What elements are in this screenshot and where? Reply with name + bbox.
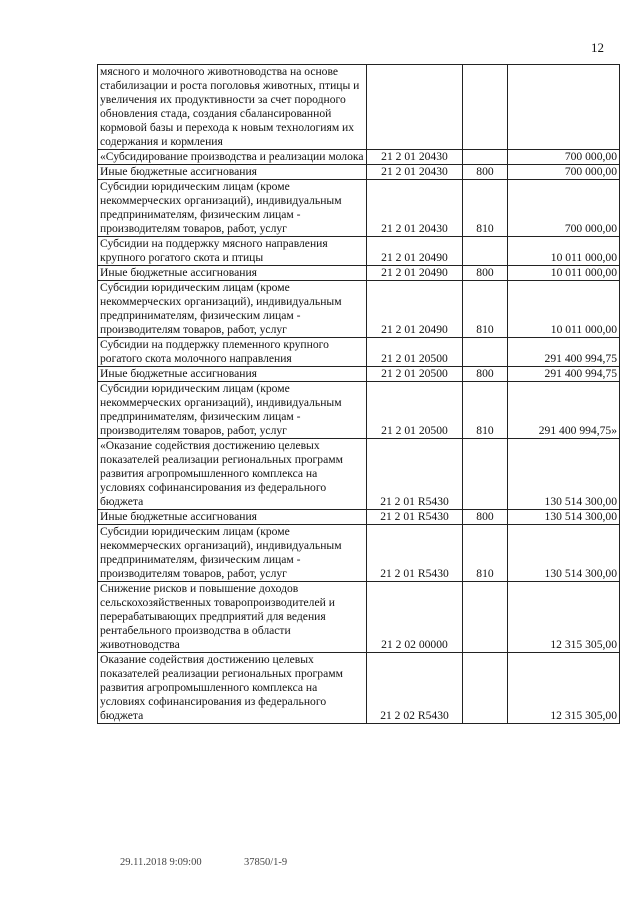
- row-expense-type-cell: [463, 65, 508, 150]
- row-target-code-cell: 21 2 01 R5430: [367, 510, 463, 525]
- row-name-cell: Субсидии на поддержку племенного крупного рогатого скота молочного направления: [98, 338, 367, 367]
- row-amount-cell: 130 514 300,00: [508, 439, 620, 510]
- budget-table-body: [98, 65, 620, 724]
- row-expense-type-cell: [463, 439, 508, 510]
- row-target-code-cell: 21 2 01 20490: [367, 281, 463, 338]
- row-target-code-cell: 21 2 01 20490: [367, 237, 463, 266]
- row-amount-cell: 130 514 300,00: [508, 510, 620, 525]
- table-row: [98, 237, 620, 266]
- row-name-cell: Субсидии юридическим лицам (кроме некоммерческих организаций), индивидуальным предпринимателям, физическим лицам - производителям товаров, работ, услуг: [98, 281, 367, 338]
- table-row: [98, 266, 620, 281]
- table-row: [98, 150, 620, 165]
- row-amount-cell: 10 011 000,00: [508, 266, 620, 281]
- table-row: [98, 180, 620, 237]
- budget-table: [97, 64, 620, 724]
- row-expense-type-cell: 810: [463, 281, 508, 338]
- row-expense-type-cell: [463, 582, 508, 653]
- row-target-code-cell: 21 2 01 R5430: [367, 439, 463, 510]
- row-target-code-cell: 21 2 02 00000: [367, 582, 463, 653]
- row-target-code-cell: 21 2 01 20500: [367, 367, 463, 382]
- row-expense-type-cell: 800: [463, 367, 508, 382]
- row-name-cell: Субсидии юридическим лицам (кроме некоммерческих организаций), индивидуальным предпринимателям, физическим лицам - производителям товаров, работ, услуг: [98, 525, 367, 582]
- row-expense-type-cell: 810: [463, 382, 508, 439]
- row-name-cell: мясного и молочного животноводства на основе стабилизации и роста поголовья животных, птицы и увеличения их продуктивности за счет породного обновления стада, создания сбалансированной кормовой базы и перехода к новым технологиям их содержания и кормления: [98, 65, 367, 150]
- row-expense-type-cell: 800: [463, 266, 508, 281]
- row-target-code-cell: 21 2 01 R5430: [367, 525, 463, 582]
- row-amount-cell: 10 011 000,00: [508, 281, 620, 338]
- row-name-cell: Оказание содействия достижению целевых показателей реализации региональных программ развития агропромышленного комплекса на условиях софинансирования из федерального бюджета: [98, 653, 367, 724]
- row-amount-cell: [508, 65, 620, 150]
- table-row: [98, 281, 620, 338]
- row-target-code-cell: [367, 65, 463, 150]
- footer-date: 29.11.2018 9:09:00: [120, 857, 202, 868]
- row-name-cell: Иные бюджетные ассигнования: [98, 510, 367, 525]
- page-number: 12: [591, 40, 604, 55]
- row-target-code-cell: 21 2 02 R5430: [367, 653, 463, 724]
- row-name-cell: Субсидии юридическим лицам (кроме некоммерческих организаций), индивидуальным предпринимателям, физическим лицам - производителям товаров, работ, услуг: [98, 180, 367, 237]
- table-row: [98, 653, 620, 724]
- row-amount-cell: 12 315 305,00: [508, 582, 620, 653]
- row-amount-cell: 700 000,00: [508, 180, 620, 237]
- row-amount-cell: 12 315 305,00: [508, 653, 620, 724]
- table-row: [98, 382, 620, 439]
- row-name-cell: Иные бюджетные ассигнования: [98, 266, 367, 281]
- row-name-cell: Иные бюджетные ассигнования: [98, 367, 367, 382]
- row-amount-cell: 130 514 300,00: [508, 525, 620, 582]
- table-row: [98, 367, 620, 382]
- row-amount-cell: 700 000,00: [508, 150, 620, 165]
- row-expense-type-cell: [463, 150, 508, 165]
- row-expense-type-cell: [463, 237, 508, 266]
- row-name-cell: Субсидии юридическим лицам (кроме некоммерческих организаций), индивидуальным предпринимателям, физическим лицам - производителям товаров, работ, услуг: [98, 382, 367, 439]
- table-row: [98, 165, 620, 180]
- row-name-cell: Иные бюджетные ассигнования: [98, 165, 367, 180]
- row-expense-type-cell: 800: [463, 510, 508, 525]
- row-expense-type-cell: 800: [463, 165, 508, 180]
- row-expense-type-cell: [463, 338, 508, 367]
- row-amount-cell: 291 400 994,75»: [508, 382, 620, 439]
- row-expense-type-cell: [463, 653, 508, 724]
- row-amount-cell: 291 400 994,75: [508, 367, 620, 382]
- row-target-code-cell: 21 2 01 20430: [367, 180, 463, 237]
- row-target-code-cell: 21 2 01 20500: [367, 338, 463, 367]
- table-row: [98, 65, 620, 150]
- row-target-code-cell: 21 2 01 20430: [367, 165, 463, 180]
- row-target-code-cell: 21 2 01 20490: [367, 266, 463, 281]
- row-target-code-cell: 21 2 01 20430: [367, 150, 463, 165]
- row-name-cell: «Оказание содействия достижению целевых показателей реализации региональных программ развития агропромышленного комплекса на условиях софинансирования из федерального бюджета: [98, 439, 367, 510]
- table-row: [98, 582, 620, 653]
- table-row: [98, 525, 620, 582]
- table-row: [98, 439, 620, 510]
- row-expense-type-cell: 810: [463, 180, 508, 237]
- row-target-code-cell: 21 2 01 20500: [367, 382, 463, 439]
- row-amount-cell: 291 400 994,75: [508, 338, 620, 367]
- table-row: [98, 338, 620, 367]
- row-name-cell: Снижение рисков и повышение доходов сельскохозяйственных товаропроизводителей и перерабатывающих предприятий для ведения рентабельного производства в области животноводства: [98, 582, 367, 653]
- table-row: [98, 510, 620, 525]
- row-name-cell: Субсидии на поддержку мясного направления крупного рогатого скота и птицы: [98, 237, 367, 266]
- row-amount-cell: 10 011 000,00: [508, 237, 620, 266]
- row-name-cell: «Субсидирование производства и реализации молока: [98, 150, 367, 165]
- footer-doc-id: 37850/1-9: [244, 857, 288, 868]
- row-expense-type-cell: 810: [463, 525, 508, 582]
- row-amount-cell: 700 000,00: [508, 165, 620, 180]
